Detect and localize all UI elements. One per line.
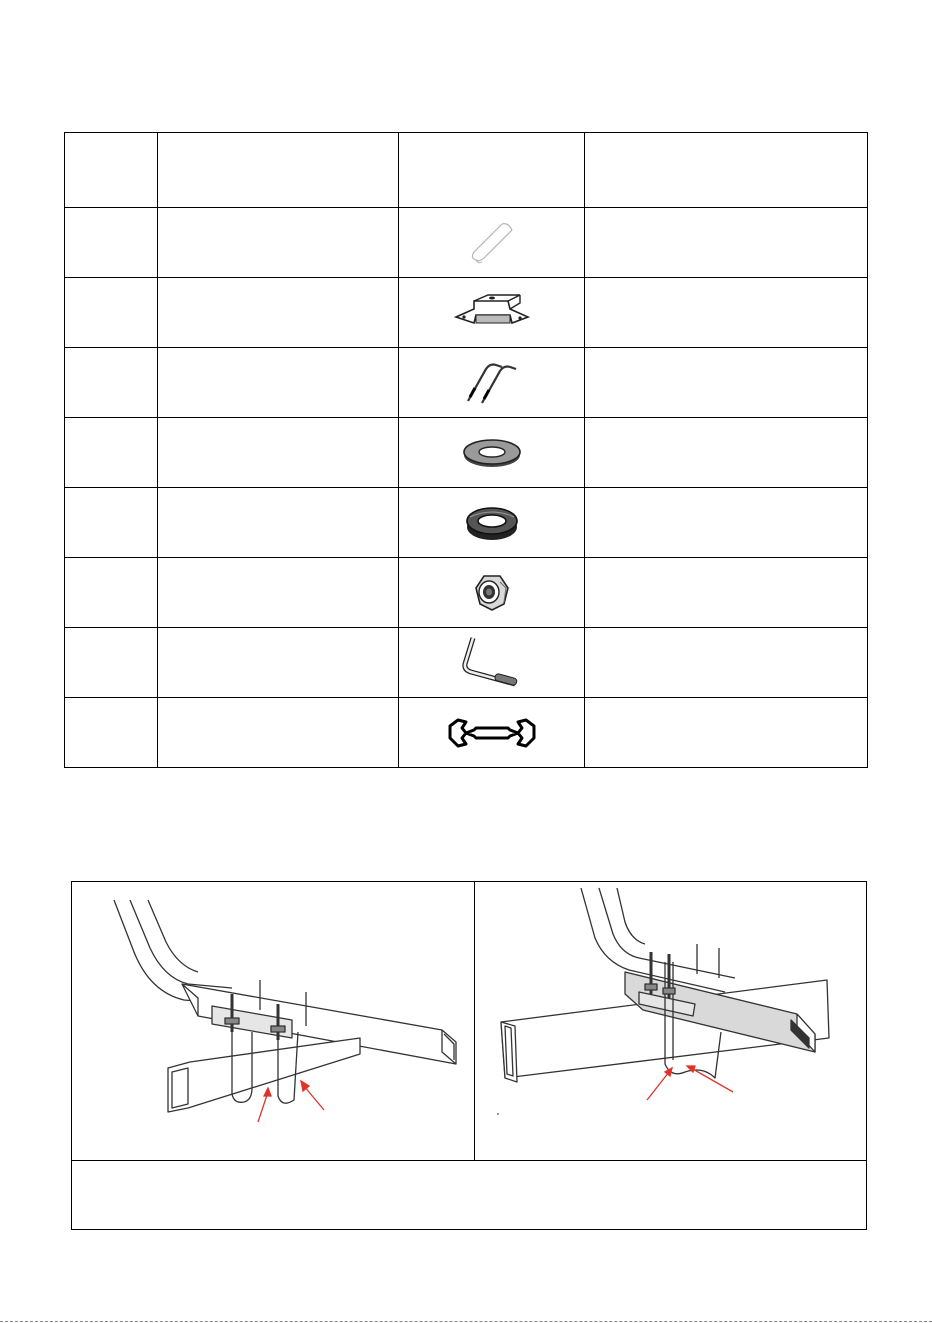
row-cell-quantity	[585, 208, 868, 278]
u-bolt-icon	[462, 361, 522, 405]
row-cell-name	[158, 698, 399, 768]
row-cell-number	[65, 208, 158, 278]
row-cell-name	[158, 488, 399, 558]
wrench-icon	[446, 718, 538, 748]
row-cell-name	[158, 208, 399, 278]
table-row	[65, 698, 868, 768]
row-cell-number	[65, 558, 158, 628]
table-row	[65, 558, 868, 628]
row-cell-number	[65, 628, 158, 698]
flat-washer-icon	[460, 436, 524, 470]
row-cell-number	[65, 698, 158, 768]
foam-sleeve-icon	[462, 218, 522, 268]
row-cell-quantity	[585, 628, 868, 698]
table-row	[65, 418, 868, 488]
row-cell-quantity	[585, 418, 868, 488]
row-cell-quantity	[585, 278, 868, 348]
assembly-figure-box	[71, 881, 867, 1230]
row-cell-number	[65, 278, 158, 348]
row-cell-name	[158, 628, 399, 698]
flange-nut-icon	[472, 572, 512, 614]
row-cell-name	[158, 348, 399, 418]
table-row	[65, 278, 868, 348]
frame-assembly-front-view	[72, 882, 472, 1158]
header-cell-quantity	[585, 133, 868, 208]
row-cell-name	[158, 558, 399, 628]
row-cell-image	[399, 698, 585, 768]
bracket-plate-icon	[452, 293, 532, 333]
row-cell-image	[399, 208, 585, 278]
row-cell-name	[158, 418, 399, 488]
row-cell-number	[65, 488, 158, 558]
row-cell-quantity	[585, 488, 868, 558]
figure-panel-left	[72, 882, 475, 1160]
table-header-row	[65, 133, 868, 208]
row-cell-quantity	[585, 558, 868, 628]
row-cell-name	[158, 278, 399, 348]
frame-assembly-rear-view	[475, 882, 865, 1158]
row-cell-image	[399, 558, 585, 628]
table-row	[65, 208, 868, 278]
row-cell-number	[65, 348, 158, 418]
row-cell-number	[65, 418, 158, 488]
table-row	[65, 628, 868, 698]
row-cell-image	[399, 278, 585, 348]
header-cell-name	[158, 133, 399, 208]
figure-panel-right	[475, 882, 867, 1160]
table-row	[65, 488, 868, 558]
row-cell-image	[399, 418, 585, 488]
table-row	[65, 348, 868, 418]
row-cell-quantity	[585, 698, 868, 768]
allen-key-icon	[457, 634, 527, 692]
header-cell-number	[65, 133, 158, 208]
row-cell-quantity	[585, 348, 868, 418]
spring-washer-icon	[462, 503, 522, 543]
parts-list-table	[64, 132, 868, 768]
row-cell-image	[399, 628, 585, 698]
header-cell-image	[399, 133, 585, 208]
row-cell-image	[399, 348, 585, 418]
figure-caption-cell	[72, 1160, 866, 1229]
page-bottom-rule	[0, 1321, 932, 1322]
row-cell-image	[399, 488, 585, 558]
